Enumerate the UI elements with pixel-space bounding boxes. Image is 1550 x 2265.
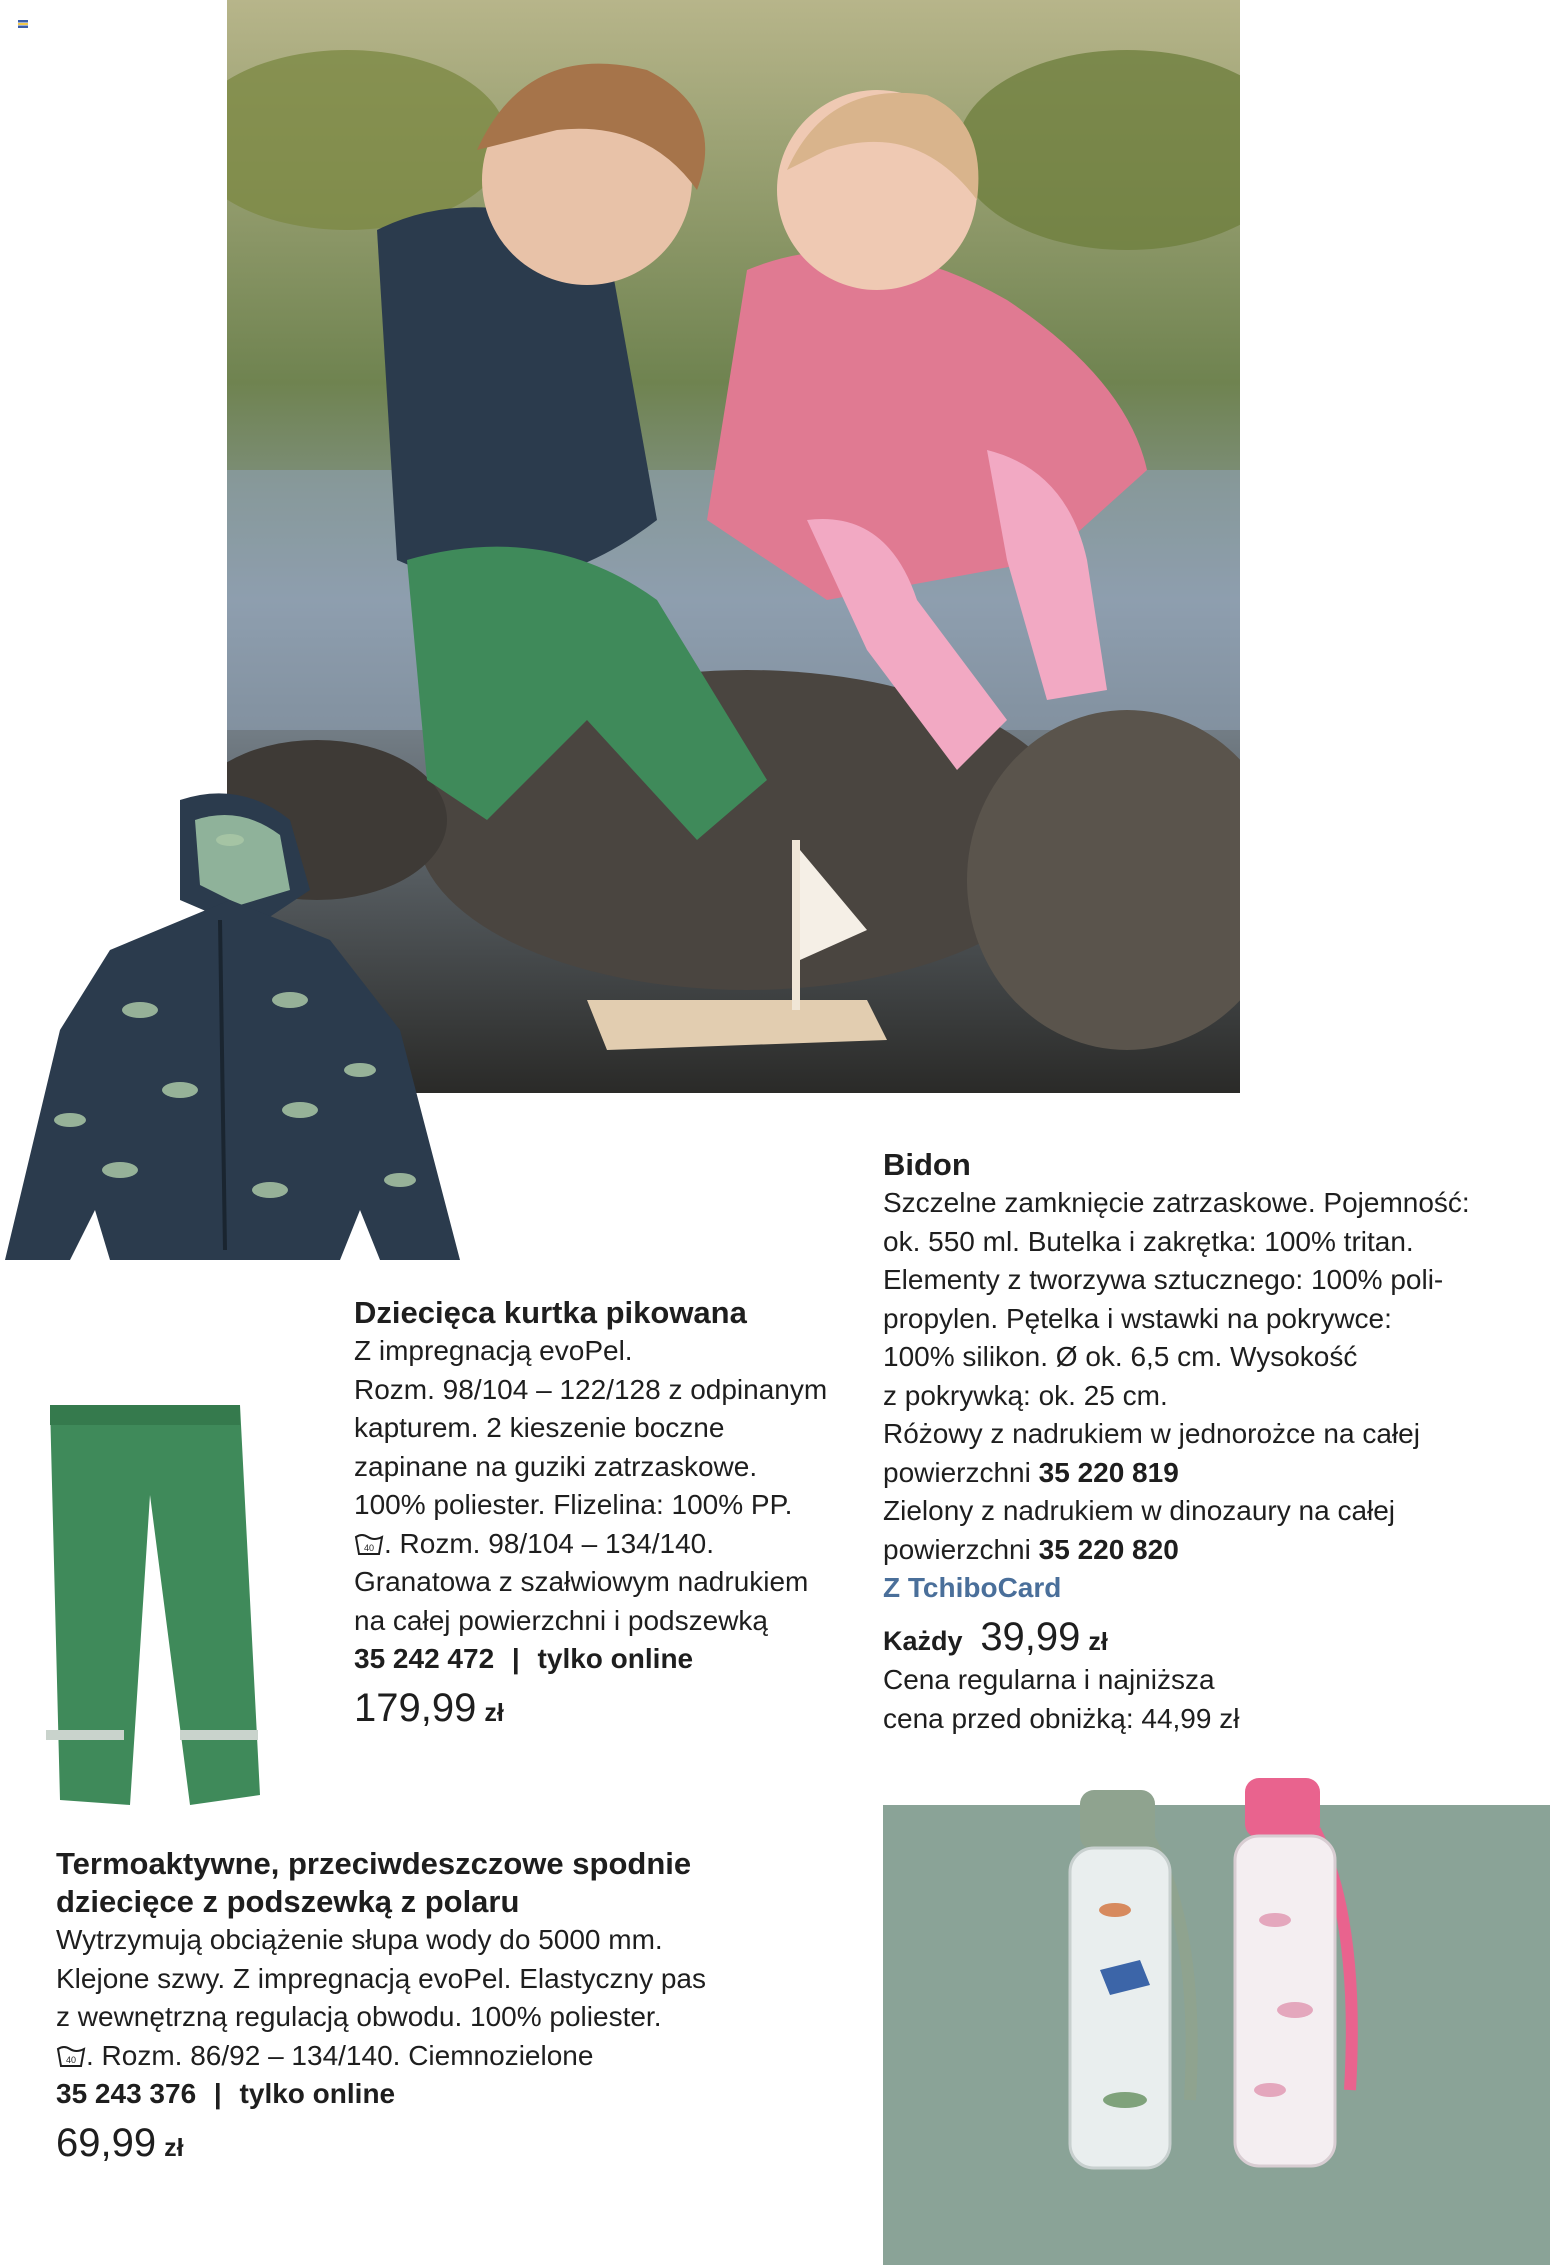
rain-pants-product-image: [40, 1405, 270, 1815]
jacket-article-code: 35 242 472: [354, 1643, 495, 1674]
pants-currency: zł: [164, 2133, 184, 2162]
bottle-pink-line: [883, 1454, 1470, 1493]
bottle-line: z pokrywką: ok. 25 cm.: [883, 1379, 1168, 1411]
bottle-green-line: [883, 1531, 1470, 1570]
pants-title-line: Termoaktywne, przeciwdeszczowe spodnie: [56, 1846, 692, 1881]
jacket-line: Rozm. 98/104 – 122/128 z odpinanym: [354, 1373, 828, 1405]
bottle-green-code: 35 220 820: [1038, 1533, 1179, 1565]
bottle-currency: zł: [1088, 1627, 1108, 1656]
bottle-green-prefix: powierzchni: [883, 1533, 1031, 1565]
water-bottles-product-image: [1030, 1770, 1390, 2180]
pants-article-code: 35 243 376: [56, 2078, 197, 2109]
regular-price-line: cena przed obniżką: 44,99 zł: [883, 1702, 1240, 1734]
jacket-line: na całej powierzchni i podszewką: [354, 1604, 768, 1636]
jacket-line: Granatowa z szałwiowym nadrukiem: [354, 1566, 809, 1597]
separator: |: [213, 2078, 222, 2109]
each-label: Każdy: [883, 1625, 963, 1656]
bottle-line: ok. 550 ml. Butelka i zakrętka: 100% tritan.: [883, 1225, 1414, 1257]
jacket-availability: tylko online: [537, 1643, 694, 1674]
bottle-line: propylen. Pętelka i wstawki na pokrywce:: [883, 1302, 1392, 1334]
jacket-article-line: [354, 1640, 827, 1679]
pants-availability: tylko online: [239, 2078, 396, 2109]
pants-price: 69,99: [56, 2120, 157, 2165]
bottle-title: Bidon: [883, 1147, 971, 1182]
jacket-line: kapturem. 2 kieszenie boczne: [354, 1412, 725, 1443]
pants-description: [56, 1845, 706, 2167]
bottle-price-line: [883, 1614, 1470, 1662]
flag-mark-icon: [18, 20, 28, 28]
bottle-description: [883, 1146, 1470, 1738]
pants-line: Klejone szwy. Z impregnacją evoPel. Elastyczny pas: [56, 1962, 706, 1994]
pants-line: z wewnętrzną regulacją obwodu. 100% poliester.: [56, 2001, 662, 2032]
svg-text:40: 40: [363, 1542, 375, 1553]
jacket-price: 179,99: [354, 1685, 477, 1730]
bottle-line: Różowy z nadrukiem w jednorożce na całej: [883, 1418, 1420, 1449]
pants-line: Wytrzymują obciążenie słupa wody do 5000 mm.: [56, 1924, 663, 1955]
bottle-line: Elementy z tworzywa sztucznego: 100% poli-: [883, 1264, 1444, 1295]
tchibocard-label: Z TchiboCard: [883, 1572, 1062, 1603]
jacket-line: 100% poliester. Flizelina: 100% PP.: [354, 1489, 793, 1520]
wash-40-icon: [56, 2044, 86, 2068]
svg-text:40: 40: [65, 2054, 77, 2065]
jacket-product-image: [0, 780, 470, 1280]
jacket-line: zapinane na guziki zatrzaskowe.: [354, 1450, 758, 1482]
pants-article-line: [56, 2075, 706, 2114]
pants-title-line: dziecięce z podszewką z polaru: [56, 1884, 520, 1919]
bottle-line: Szczelne zamknięcie zatrzaskowe. Pojemność:: [883, 1187, 1470, 1218]
jacket-description: [354, 1294, 827, 1732]
jacket-wash-text: . Rozm. 98/104 – 134/140.: [384, 1527, 714, 1559]
pants-price-line: [56, 2120, 706, 2168]
wash-40-icon: [354, 1532, 384, 1556]
jacket-wash-line: [354, 1525, 827, 1564]
regular-price-line: Cena regularna i najniższa: [883, 1664, 1215, 1695]
bottle-pink-prefix: powierzchni: [883, 1456, 1031, 1488]
pants-wash-line: [56, 2037, 706, 2076]
jacket-price-line: [354, 1685, 827, 1733]
separator: |: [511, 1643, 520, 1674]
jacket-line: Z impregnacją evoPel.: [354, 1335, 633, 1366]
jacket-currency: zł: [484, 1698, 504, 1727]
bottle-price: 39,99: [980, 1614, 1081, 1659]
bottle-line: Zielony z nadrukiem w dinozaury na całej: [883, 1495, 1396, 1526]
pants-wash-text: . Rozm. 86/92 – 134/140. Ciemnozielone: [86, 2039, 594, 2071]
jacket-title: Dziecięca kurtka pikowana: [354, 1295, 747, 1330]
bottle-line: 100% silikon. Ø ok. 6,5 cm. Wysokość: [883, 1341, 1358, 1372]
bottle-pink-code: 35 220 819: [1038, 1456, 1179, 1488]
